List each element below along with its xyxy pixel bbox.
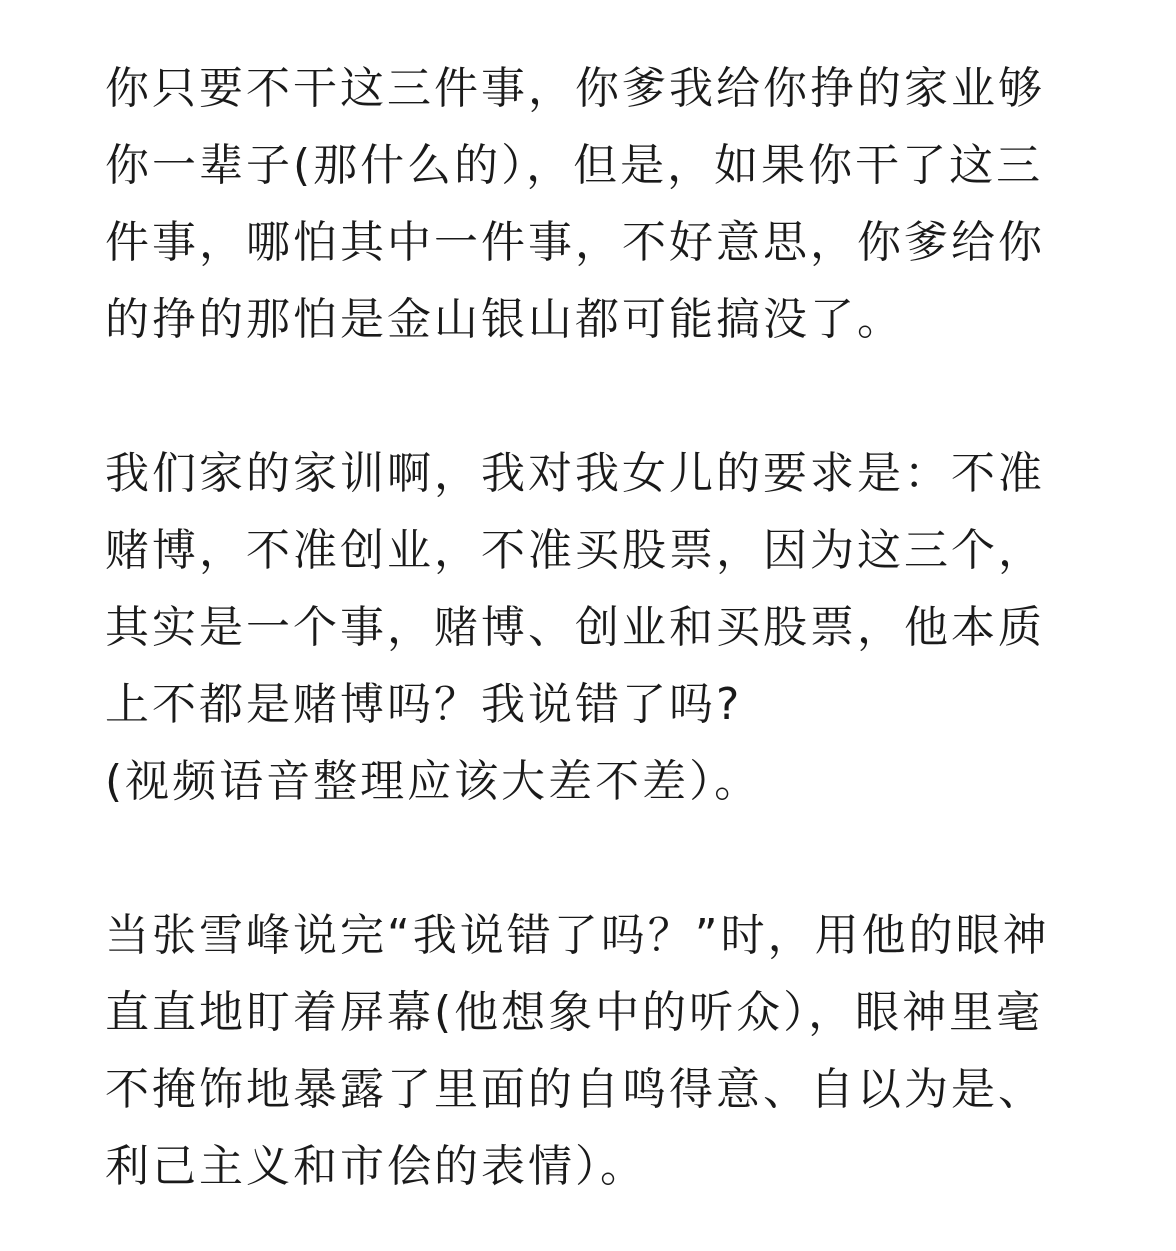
- text-line: 件事，哪怕其中一件事，不好意思，你爹给你: [105, 217, 1045, 268]
- text-line: 直直地盯着屏幕(他想象中的听众），眼神里毫: [105, 987, 1044, 1038]
- article-body: [105, 50, 1085, 1205]
- paragraph-2: [105, 435, 1085, 820]
- text-line: 你一辈子(那什么的），但是，如果你干了这三: [105, 140, 1044, 191]
- text-line: 上不都是赌博吗？我说错了吗?: [105, 679, 743, 730]
- text-line: 我们家的家训啊，我对我女儿的要求是：不准: [105, 448, 1045, 499]
- paragraph-1: [105, 50, 1085, 358]
- text-line: 你只要不干这三件事，你爹我给你挣的家业够: [105, 63, 1045, 114]
- text-line: 不掩饰地暴露了里面的自鸣得意、自以为是、: [105, 1064, 1045, 1115]
- paragraph-3: [105, 897, 1085, 1205]
- paragraph-spacer: [105, 358, 1085, 435]
- text-line: 当张雪峰说完“我说错了吗？”时，用他的眼神: [105, 910, 1050, 961]
- paragraph-spacer: [105, 820, 1085, 897]
- text-line: (视频语音整理应该大差不差）。: [105, 756, 762, 807]
- text-line: 赌博，不准创业，不准买股票，因为这三个，: [105, 525, 1045, 576]
- text-line: 其实是一个事，赌博、创业和买股票，他本质: [105, 602, 1045, 653]
- text-line: 利己主义和市侩的表情）。: [105, 1141, 647, 1192]
- text-line: 的挣的那怕是金山银山都可能搞没了。: [105, 294, 904, 345]
